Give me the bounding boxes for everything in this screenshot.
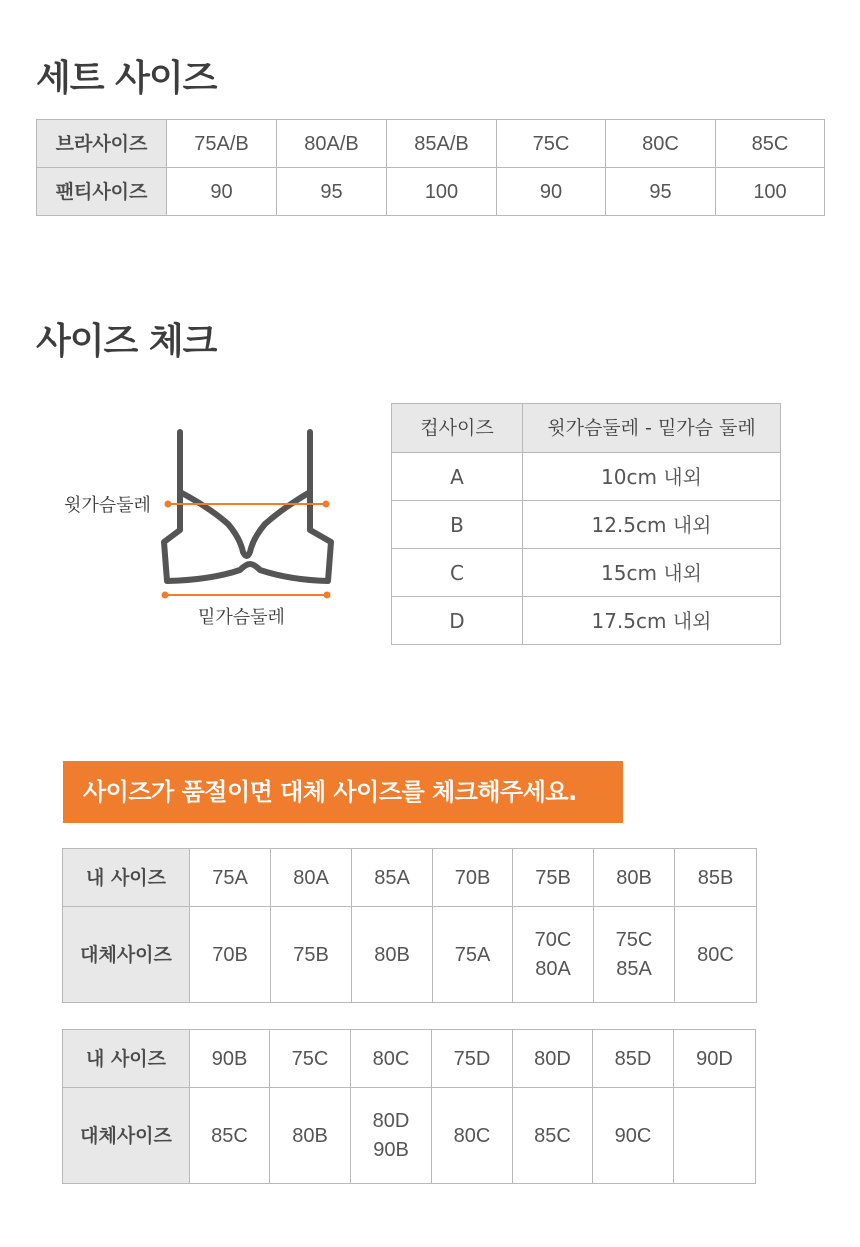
alt-size-cell	[513, 907, 594, 1003]
my-size-cell: 80D	[513, 1030, 593, 1088]
alt-size-value: 80C	[453, 1124, 491, 1147]
alt-size-cell	[675, 907, 757, 1003]
alt-size-cell	[351, 1088, 432, 1184]
header-cup-size: 컵사이즈	[392, 404, 523, 453]
my-size-cell: 90B	[190, 1030, 270, 1088]
my-size-row	[63, 849, 757, 907]
my-size-cell: 85A	[352, 849, 433, 907]
alt-size-value: 85A	[616, 957, 652, 980]
alt-size-value: 75C	[615, 928, 653, 951]
bust-diff: 17.5cm 내외	[523, 597, 781, 645]
alt-size-value: 70C	[534, 928, 572, 951]
row-label-bra: 브라사이즈	[37, 120, 167, 168]
alt-size-cell	[270, 1088, 351, 1184]
alt-size-value: 80C	[697, 943, 734, 966]
row-label-panty: 팬티사이즈	[37, 168, 167, 216]
bra-size-row	[37, 120, 825, 168]
bra-size-cell: 80A/B	[277, 120, 387, 168]
bra-size-cell: 75C	[497, 120, 606, 168]
bra-size-cell: 80C	[606, 120, 716, 168]
alt-size-value: 80B	[292, 1124, 328, 1147]
my-size-cell: 80B	[594, 849, 675, 907]
alt-size-value: 85C	[534, 1124, 571, 1147]
alt-size-cell	[190, 907, 271, 1003]
alt-size-value: 75A	[454, 943, 491, 966]
panty-size-row	[37, 168, 825, 216]
bust-diff: 10cm 내외	[523, 453, 781, 501]
my-size-cell: 70B	[433, 849, 513, 907]
row-label-my-size: 내 사이즈	[63, 1030, 190, 1088]
alternate-size-table-2	[62, 1029, 756, 1184]
alt-size-value: 90C	[614, 1124, 652, 1147]
my-size-cell: 85B	[675, 849, 757, 907]
alt-size-value: 90B	[373, 1138, 409, 1161]
panty-size-cell: 100	[387, 168, 497, 216]
my-size-cell: 85D	[593, 1030, 674, 1088]
panty-size-cell: 100	[716, 168, 825, 216]
my-size-row	[63, 1030, 756, 1088]
alt-size-value: 75B	[293, 943, 329, 966]
row-label-alt-size: 대체사이즈	[63, 1088, 190, 1184]
under-bust-label: 밑가슴둘레	[198, 607, 285, 628]
my-size-cell: 80A	[271, 849, 352, 907]
alt-size-cell	[190, 1088, 270, 1184]
my-size-cell: 75C	[270, 1030, 351, 1088]
bra-size-cell: 85C	[716, 120, 825, 168]
cup-letter: D	[392, 597, 523, 645]
cup-letter: A	[392, 453, 523, 501]
row-label-my-size: 내 사이즈	[63, 849, 190, 907]
bust-diff: 12.5cm 내외	[523, 501, 781, 549]
bust-diff: 15cm 내외	[523, 549, 781, 597]
panty-size-cell: 90	[167, 168, 277, 216]
alt-size-cell	[271, 907, 352, 1003]
my-size-cell: 90D	[674, 1030, 756, 1088]
alt-size-cell	[352, 907, 433, 1003]
table-row	[392, 501, 781, 549]
alt-size-value: 80B	[374, 943, 410, 966]
alternate-size-table-1	[62, 848, 757, 1003]
header-bust-diff: 윗가슴둘레 - 밑가슴 둘레	[523, 404, 781, 453]
alt-size-cell	[433, 907, 513, 1003]
set-size-table	[36, 119, 825, 216]
my-size-cell: 80C	[351, 1030, 432, 1088]
table-row	[392, 597, 781, 645]
panty-size-cell: 95	[606, 168, 716, 216]
panty-size-cell: 90	[497, 168, 606, 216]
alt-size-row	[63, 907, 757, 1003]
my-size-cell: 75B	[513, 849, 594, 907]
cup-letter: C	[392, 549, 523, 597]
cup-letter: B	[392, 501, 523, 549]
bra-size-cell: 75A/B	[167, 120, 277, 168]
cup-table-header	[392, 404, 781, 453]
set-size-title: 세트 사이즈	[36, 58, 217, 99]
table-row	[392, 453, 781, 501]
alternate-size-banner: 사이즈가 품절이면 대체 사이즈를 체크해주세요.	[63, 761, 623, 823]
row-label-alt-size: 대체사이즈	[63, 907, 190, 1003]
panty-size-cell: 95	[277, 168, 387, 216]
table-row	[392, 549, 781, 597]
alt-size-value: 70B	[212, 943, 248, 966]
cup-size-table	[391, 403, 781, 645]
upper-bust-label: 윗가슴둘레	[64, 495, 151, 516]
size-check-title: 사이즈 체크	[36, 321, 217, 362]
alt-size-cell	[593, 1088, 674, 1184]
my-size-cell: 75D	[432, 1030, 513, 1088]
alt-size-cell	[594, 907, 675, 1003]
alt-size-cell	[513, 1088, 593, 1184]
alt-size-cell-empty	[674, 1088, 756, 1184]
alt-size-value: 80D	[372, 1109, 410, 1132]
alt-size-value: 85C	[211, 1124, 248, 1147]
alt-size-row	[63, 1088, 756, 1184]
my-size-cell: 75A	[190, 849, 271, 907]
alt-size-cell	[432, 1088, 513, 1184]
alt-size-value: 80A	[535, 957, 571, 980]
bra-size-cell: 85A/B	[387, 120, 497, 168]
